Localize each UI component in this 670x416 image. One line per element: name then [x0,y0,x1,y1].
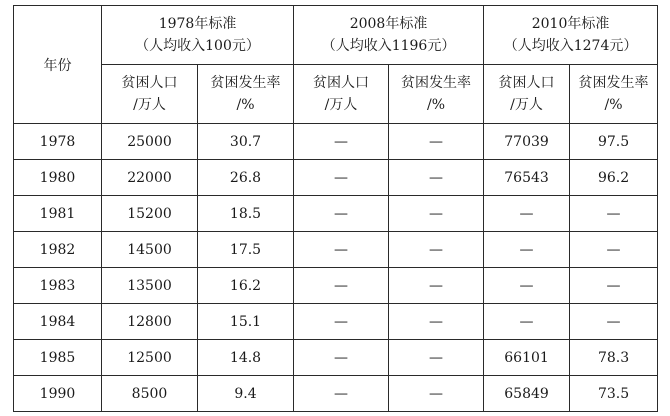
standard-title: 1978年标准 [158,16,237,32]
standard-2008-header [294,6,484,65]
data-cell: 77039 [484,124,570,160]
data-cell: — [294,268,389,304]
data-cell: — [294,196,389,232]
data-cell: — [484,304,570,340]
data-cell: 66101 [484,340,570,376]
header-line: 贫困发生率 [578,75,649,91]
header-line: 贫困人口 [313,75,370,91]
year-cell: 1985 [14,340,102,376]
data-cell: 12500 [102,340,198,376]
data-cell: — [389,340,484,376]
header-line: 贫困人口 [498,75,555,91]
table-row [14,304,658,340]
poor-population-header [294,65,389,124]
data-cell: 96.2 [570,160,658,196]
data-cell: 17.5 [198,232,294,268]
metrics-header-row [14,65,658,124]
year-cell: 1984 [14,304,102,340]
header-unit: /万人 [510,97,543,113]
header-line: 贫困人口 [121,75,178,91]
data-cell: — [389,196,484,232]
data-cell: 18.5 [198,196,294,232]
poverty-rate-header [389,65,484,124]
data-cell: — [389,304,484,340]
standard-subtitle: （人均收入100元） [135,38,260,54]
table-row [14,376,658,412]
data-cell: 73.5 [570,376,658,412]
data-cell: — [294,160,389,196]
table-row [14,340,658,376]
header-unit: /万人 [133,97,166,113]
data-cell: — [389,124,484,160]
data-cell: — [294,340,389,376]
data-cell: — [389,268,484,304]
standards-header-row [14,6,658,65]
data-cell: — [570,304,658,340]
data-cell: — [484,196,570,232]
standard-title: 2010年标准 [531,16,610,32]
data-cell: 12800 [102,304,198,340]
data-cell: 8500 [102,376,198,412]
data-cell: 97.5 [570,124,658,160]
year-cell: 1983 [14,268,102,304]
data-cell: 16.2 [198,268,294,304]
header-line: 贫困发生率 [401,75,472,91]
year-cell: 1982 [14,232,102,268]
header-unit: /% [604,97,623,113]
data-cell: — [294,304,389,340]
data-cell: 14500 [102,232,198,268]
data-cell: — [389,376,484,412]
data-cell: 13500 [102,268,198,304]
data-cell: 30.7 [198,124,294,160]
data-cell: — [294,376,389,412]
year-cell: 1990 [14,376,102,412]
year-cell: 1978 [14,124,102,160]
poverty-rate-header [198,65,294,124]
table-row [14,160,658,196]
data-cell: — [294,232,389,268]
data-cell: 14.8 [198,340,294,376]
standard-title: 2008年标准 [349,16,428,32]
data-cell: — [294,124,389,160]
standard-subtitle: （人均收入1274元） [503,38,638,54]
standard-subtitle: （人均收入1196元） [321,38,456,54]
table-row [14,196,658,232]
data-cell: — [484,232,570,268]
poor-population-header [484,65,570,124]
header-unit: /% [236,97,255,113]
standard-2010-header [484,6,658,65]
data-cell: — [484,268,570,304]
table-row [14,268,658,304]
standard-1978-header [102,6,294,65]
data-cell: — [389,232,484,268]
table-row [14,124,658,160]
data-cell: 15.1 [198,304,294,340]
poverty-statistics-table [13,5,658,412]
year-cell: 1980 [14,160,102,196]
year-cell: 1981 [14,196,102,232]
header-unit: /% [427,97,446,113]
poor-population-header [102,65,198,124]
poverty-rate-header [570,65,658,124]
header-unit: /万人 [324,97,358,113]
data-cell: 15200 [102,196,198,232]
header-line: 贫困发生率 [210,75,281,91]
data-cell: 9.4 [198,376,294,412]
data-cell: — [570,232,658,268]
data-cell: — [389,160,484,196]
year-column-header: 年份 [14,6,102,124]
data-cell: — [570,196,658,232]
data-cell: — [570,268,658,304]
table-row [14,232,658,268]
data-cell: 22000 [102,160,198,196]
data-cell: 78.3 [570,340,658,376]
data-cell: 26.8 [198,160,294,196]
data-cell: 65849 [484,376,570,412]
data-cell: 76543 [484,160,570,196]
data-cell: 25000 [102,124,198,160]
